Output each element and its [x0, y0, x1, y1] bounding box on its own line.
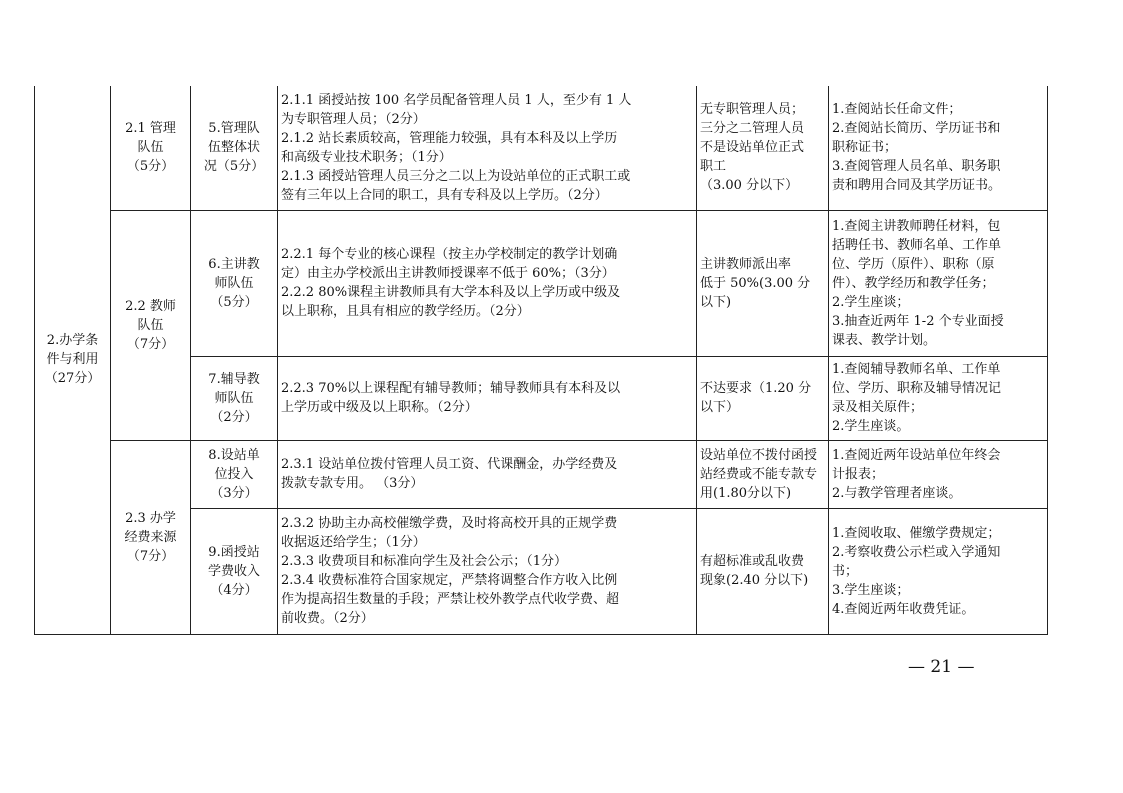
- deduction-line: 有超标准或乱收费: [700, 554, 805, 569]
- method-line: 2.考察收费公示栏或入学通知: [832, 544, 1001, 560]
- method-cell: [829, 210, 1048, 356]
- table-row: [35, 86, 1048, 210]
- table-row: [35, 210, 1048, 356]
- deduction-line: 不达要求（1.20 分: [700, 381, 812, 396]
- deduction-cell: [697, 508, 829, 634]
- level3-title-line: （3分）: [210, 485, 258, 501]
- level2-title-line: 2.1 管理: [125, 121, 176, 137]
- level3-title-line: 学费收入: [207, 563, 260, 579]
- deduction-cell: [697, 440, 829, 508]
- deduction-line: 以下）: [700, 400, 740, 415]
- deduction-line: 低于 50%(3.00 分: [700, 275, 811, 291]
- level2-title-line: 2.2 教师: [125, 298, 176, 314]
- level3-title-line: 伍整体状: [207, 140, 260, 156]
- method-line: 责和聘用合同及其学历证书。: [832, 178, 1002, 194]
- level3-title-line: （4分）: [210, 582, 258, 598]
- deduction-line: 设站单位不拨付函授: [700, 447, 818, 463]
- evaluation-table: [34, 86, 1048, 635]
- level1-title-line: 件与利用: [46, 352, 99, 368]
- method-line: 括聘任书、教师名单、工作单: [832, 237, 1002, 253]
- level3-title-line: 师队伍: [214, 390, 254, 406]
- deduction-line: 现象(2.40 分以下): [700, 573, 809, 588]
- level3-indicator-cell: [191, 356, 278, 440]
- level3-title-line: 8.设站单: [208, 447, 260, 463]
- standard-line: 2.3.3 收费项目和标准向学生及社会公示；（1分）: [281, 554, 567, 569]
- method-line: 1.查阅辅导教师名单、工作单: [832, 362, 1001, 377]
- standard-line: 以上职称，且具有相应的教学经历。（2分）: [281, 304, 530, 319]
- deduction-line: 主讲教师派出率: [700, 256, 792, 272]
- standard-line: 上学历或中级及以上职称。（2分）: [281, 400, 478, 415]
- method-line: 1.查阅主讲教师聘任材料，包: [832, 218, 1001, 234]
- level3-indicator-cell: [191, 86, 278, 210]
- level2-title-line: 队伍: [137, 317, 164, 333]
- level1-title-line: （27分）: [44, 371, 101, 387]
- level2-indicator-cell: [111, 440, 191, 634]
- standard-cell: [278, 508, 697, 634]
- method-cell: [829, 356, 1048, 440]
- method-line: 位、学历、职称及辅导情况记: [832, 381, 1002, 396]
- method-line: 1.查阅收取、催缴学费规定；: [832, 525, 1001, 541]
- level3-title-line: 位投入: [214, 466, 254, 482]
- level2-title-line: 队伍: [137, 140, 164, 156]
- method-line: 1.查阅近两年设站单位年终会: [832, 447, 1001, 463]
- level3-title-line: 9.函授站: [208, 544, 260, 560]
- table-row: [35, 440, 1048, 508]
- method-line: 3.抽查近两年 1-2 个专业面授: [832, 313, 1004, 329]
- level3-title-line: （5分）: [210, 294, 258, 310]
- deduction-line: 站经费或不能专款专: [700, 466, 818, 482]
- level1-title-line: 2.办学条: [46, 333, 99, 349]
- deduction-line: 不是设站单位正式: [700, 140, 805, 156]
- standard-line: 2.3.1 设站单位拨付管理人员工资、代课酬金，办学经费及: [281, 457, 618, 472]
- method-line: 职称证书；: [832, 140, 898, 156]
- standard-cell: [278, 440, 697, 508]
- level1-indicator-cell: [35, 86, 111, 634]
- standard-line: 2.2.3 70%以上课程配有辅导教师；辅导教师具有本科及以: [281, 381, 621, 396]
- standard-line: 签有三年以上合同的职工，具有专科及以上学历。（2分）: [281, 187, 608, 203]
- standard-line: 2.2.2 80%课程主讲教师具有大学本科及以上学历或中级及: [281, 285, 621, 300]
- deduction-line: 以下): [700, 294, 732, 310]
- standard-cell: [278, 210, 697, 356]
- deduction-cell: [697, 210, 829, 356]
- standard-line: 前收费。（2分）: [281, 611, 374, 626]
- standard-line: 定）由主办学校派出主讲教师授课率不低于 60%；（3分）: [281, 266, 615, 281]
- method-line: 2.学生座谈。: [832, 419, 910, 434]
- level2-title-line: 经费来源: [124, 529, 177, 545]
- level3-title-line: 况（5分）: [203, 159, 265, 175]
- method-line: 2.与教学管理者座谈。: [832, 485, 962, 501]
- standard-line: 收据返还给学生；（1分）: [281, 535, 426, 550]
- level3-title-line: 5.管理队: [208, 121, 260, 137]
- standard-cell: [278, 356, 697, 440]
- deduction-line: 三分之二管理人员: [700, 121, 805, 137]
- method-line: 4.查阅近两年收费凭证。: [832, 601, 975, 617]
- method-cell: [829, 86, 1048, 210]
- standard-line: 2.2.1 每个专业的核心课程（按主办学校制定的教学计划确: [281, 247, 618, 262]
- level2-title-line: （7分）: [126, 548, 175, 564]
- method-line: 书；: [832, 563, 859, 579]
- deduction-line: 用(1.80分以下): [700, 485, 792, 501]
- level2-title-line: 2.3 办学: [125, 510, 176, 526]
- page-number: — 21 —: [908, 657, 975, 677]
- level3-title-line: （2分）: [210, 409, 258, 425]
- method-line: 计报表；: [832, 466, 885, 482]
- standard-cell: [278, 86, 697, 210]
- standard-line: 作为提高招生数量的手段；严禁让校外教学点代收学费、超: [281, 592, 620, 607]
- standard-line: 为专职管理人员；（2分）: [281, 111, 426, 127]
- method-cell: [829, 440, 1048, 508]
- standard-line: 2.3.4 收费标准符合国家规定，严禁将调整合作方收入比例: [281, 573, 618, 588]
- level3-title-line: 6.主讲教: [208, 256, 260, 272]
- method-line: 录及相关原件；: [832, 400, 924, 415]
- standard-line: 2.1.2 站长素质较高，管理能力较强，具有本科及以上学历: [281, 130, 618, 146]
- level3-indicator-cell: [191, 440, 278, 508]
- level2-indicator-cell: [111, 210, 191, 440]
- method-line: 课表、教学计划。: [832, 332, 937, 348]
- level3-indicator-cell: [191, 508, 278, 634]
- level3-title-line: 师队伍: [214, 275, 254, 291]
- level2-title-line: （5分）: [126, 159, 175, 175]
- method-cell: [829, 508, 1048, 634]
- deduction-line: 职工: [700, 159, 727, 175]
- method-line: 位、学历（原件）、职称（原: [832, 256, 995, 272]
- deduction-line: （3.00 分以下）: [700, 178, 799, 194]
- standard-line: 2.1.1 函授站按 100 名学员配备管理人员 1 人，至少有 1 人: [281, 92, 632, 108]
- level3-indicator-cell: [191, 210, 278, 356]
- deduction-cell: [697, 86, 829, 210]
- standard-line: 和高级专业技术职务；（1分）: [281, 149, 452, 165]
- method-line: 2.学生座谈；: [832, 294, 910, 310]
- standard-line: 拨款专款专用。 （3分）: [281, 476, 424, 491]
- method-line: 件）、教学经历和教学任务；: [832, 275, 995, 291]
- deduction-cell: [697, 356, 829, 440]
- level2-title-line: （7分）: [126, 336, 175, 352]
- level2-indicator-cell: [111, 86, 191, 210]
- method-line: 1.查阅站长任命文件；: [832, 102, 962, 118]
- method-line: 3.学生座谈；: [832, 582, 910, 598]
- level3-title-line: 7.辅导教: [208, 371, 260, 387]
- method-line: 3.查阅管理人员名单、职务职: [832, 159, 1001, 175]
- standard-line: 2.1.3 函授站管理人员三分之二以上为设站单位的正式职工或: [281, 168, 631, 184]
- method-line: 2.查阅站长简历、学历证书和: [832, 121, 1001, 137]
- standard-line: 2.3.2 协助主办高校催缴学费，及时将高校开具的正规学费: [281, 516, 618, 531]
- deduction-line: 无专职管理人员；: [700, 102, 805, 118]
